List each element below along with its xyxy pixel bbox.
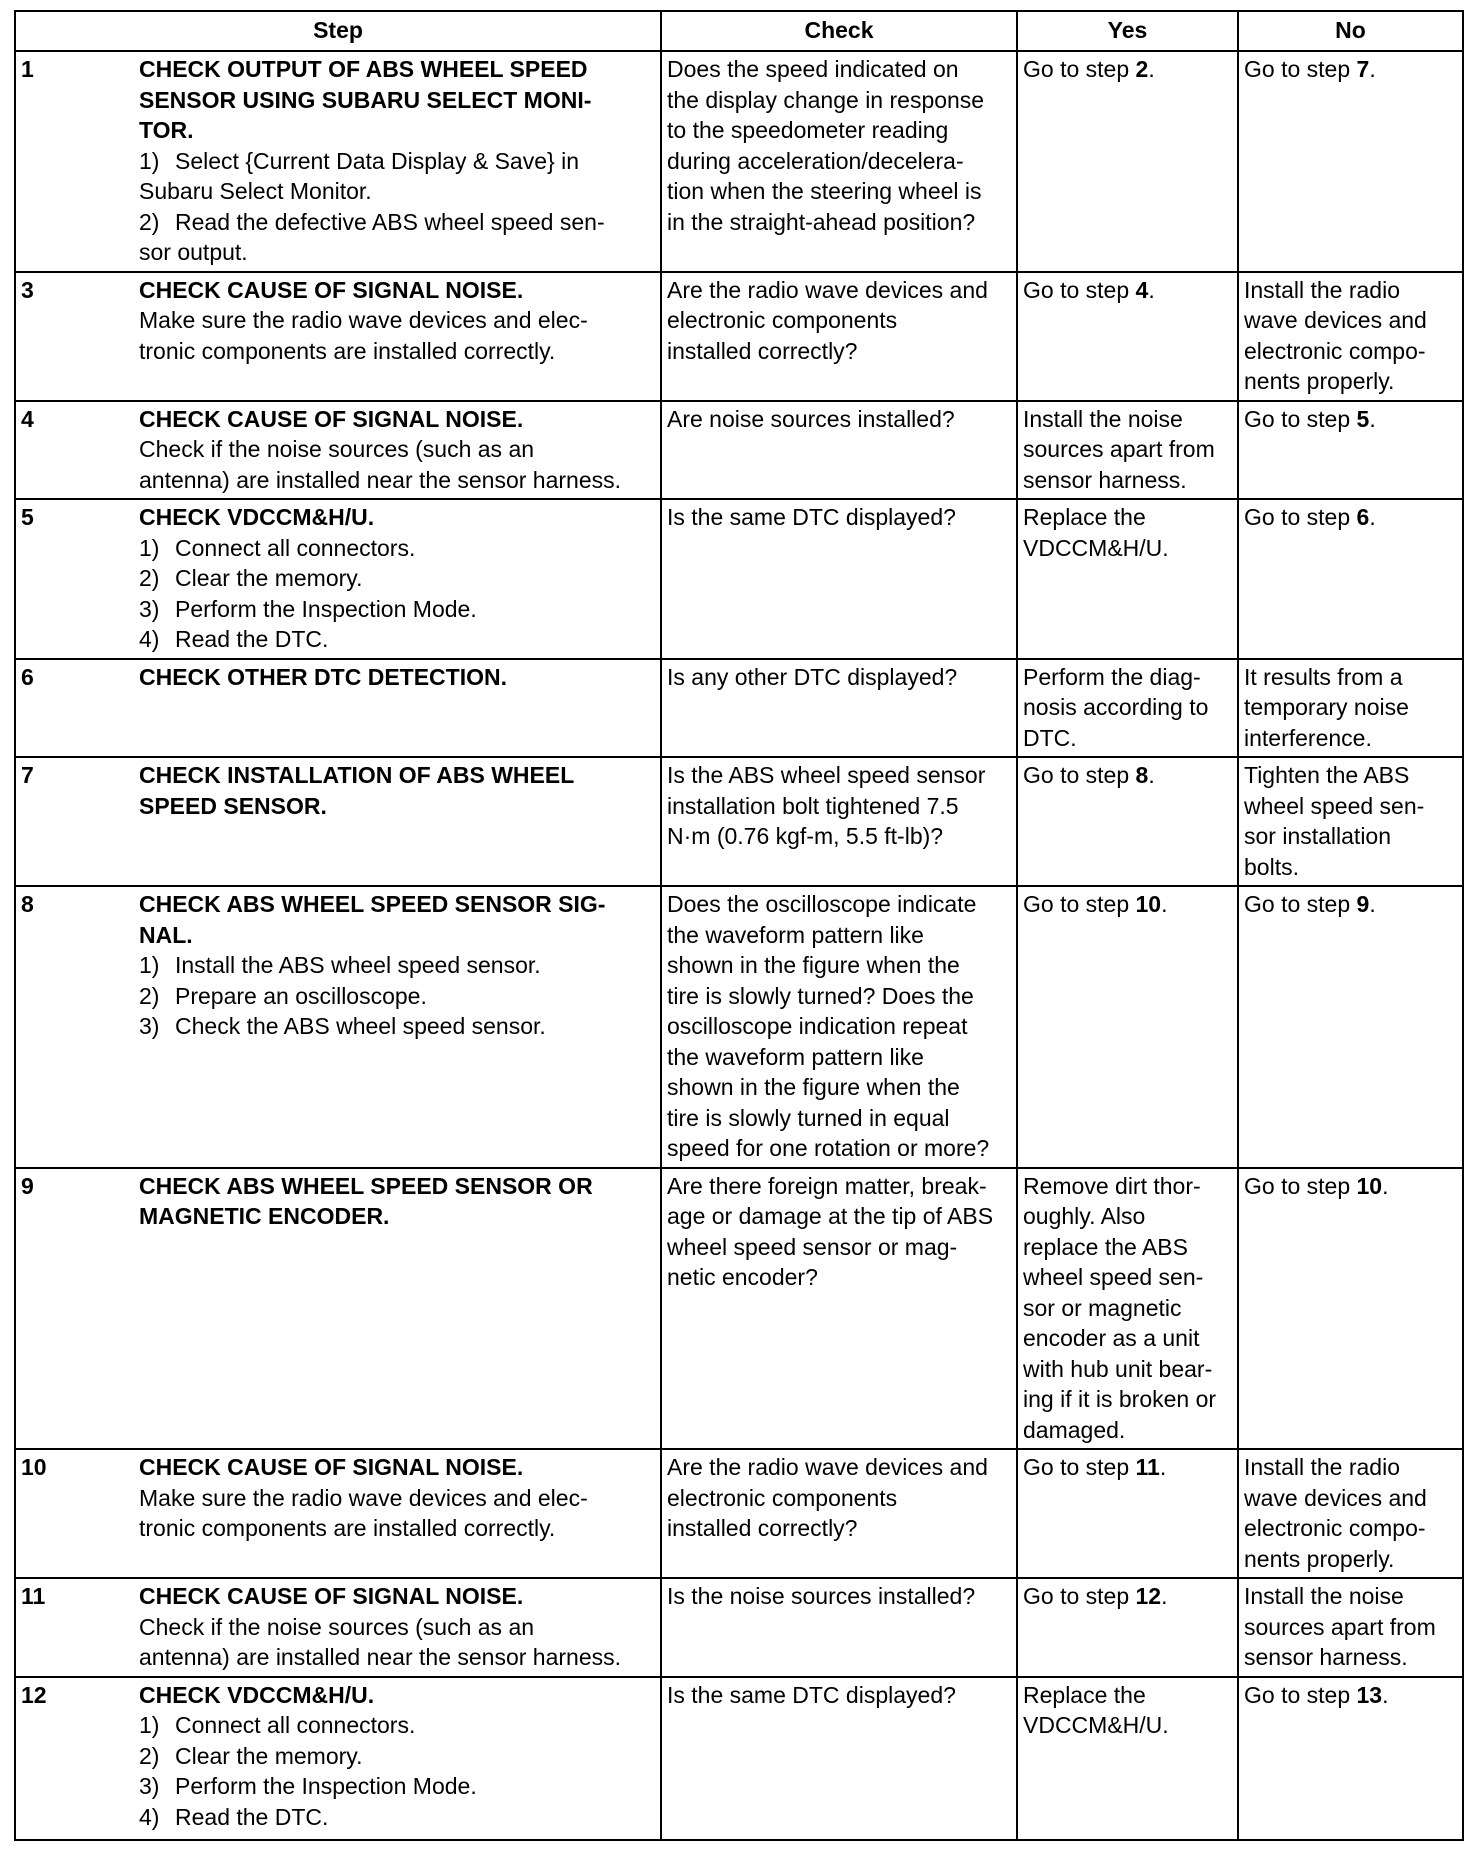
substep-line — [139, 146, 659, 177]
no-text-line: nents properly. — [1244, 368, 1395, 394]
yes-text-line: ing if it is broken or — [1023, 1386, 1217, 1412]
step-description-line: Make sure the radio wave devices and elec- — [139, 307, 588, 333]
step-substep — [139, 950, 659, 981]
no-cell — [1238, 1578, 1463, 1677]
check-text-line: tire is slowly turned? Does the — [667, 982, 974, 1009]
go-to-step-prefix: Go to step — [1244, 405, 1357, 432]
step-title-line: CHECK ABS WHEEL SPEED SENSOR OR — [139, 1172, 593, 1199]
no-text-line: sensor harness. — [1244, 1644, 1408, 1670]
step-reference: 7 — [1356, 56, 1370, 82]
step-cell — [15, 51, 661, 272]
step-cell — [15, 757, 661, 886]
substep-text: Perform the Inspection Mode. — [175, 595, 477, 622]
step-title — [139, 1680, 659, 1711]
step-cell — [15, 1677, 661, 1840]
go-to-step-suffix: . — [1369, 56, 1376, 82]
check-text-line: Are noise sources installed? — [667, 405, 955, 432]
step-title — [139, 404, 659, 435]
go-to-step-text — [1244, 404, 1457, 435]
yes-text-line: sor or magnetic — [1023, 1294, 1182, 1321]
check-text-line: Is the noise sources installed? — [667, 1583, 976, 1609]
step-body — [139, 54, 659, 268]
go-to-step-suffix: . — [1148, 56, 1155, 82]
check-text-line: to the speedometer reading — [667, 117, 949, 143]
step-description-line: antenna) are installed near the sensor harness. — [139, 1644, 622, 1670]
substep-index: 4) — [139, 626, 160, 652]
substep-line — [139, 1741, 659, 1772]
step-body — [139, 1452, 659, 1544]
step-description-line: antenna) are installed near the sensor harness. — [139, 466, 622, 493]
go-to-step-prefix: Go to step — [1023, 762, 1136, 788]
step-number: 8 — [21, 891, 34, 917]
step-title-line: CHECK CAUSE OF SIGNAL NOISE. — [139, 405, 524, 432]
step-substep — [139, 207, 659, 268]
go-to-step-prefix: Go to step — [1023, 1583, 1136, 1609]
yes-text-line: nosis according to — [1023, 694, 1209, 720]
substep-text: Subaru Select Monitor. — [139, 178, 372, 204]
step-body — [139, 889, 659, 1042]
check-text-line: the display change in response — [667, 86, 985, 113]
substep-line — [139, 624, 659, 655]
step-reference: 6 — [1356, 504, 1370, 530]
check-cell — [661, 1578, 1017, 1677]
check-cell — [661, 1677, 1017, 1840]
substep-index: 2) — [139, 565, 160, 591]
no-cell — [1238, 401, 1463, 500]
substep-text: Check the ABS wheel speed sensor. — [175, 1013, 546, 1039]
check-cell — [661, 757, 1017, 886]
no-cell — [1238, 659, 1463, 758]
yes-cell — [1017, 401, 1238, 500]
substep-text: Clear the memory. — [175, 1742, 363, 1769]
go-to-step-suffix: . — [1369, 405, 1376, 432]
go-to-step-text — [1244, 1171, 1457, 1202]
step-substep — [139, 1771, 659, 1802]
step-description-line: Check if the noise sources (such as an — [139, 436, 535, 462]
yes-cell — [1017, 1168, 1238, 1450]
check-text-line: Are there foreign matter, break- — [667, 1172, 987, 1199]
substep-index: 1) — [139, 1712, 160, 1738]
substep-text: Connect all connectors. — [175, 534, 416, 561]
step-title — [139, 662, 659, 693]
no-cell — [1238, 886, 1463, 1168]
step-description-line: Make sure the radio wave devices and elec- — [139, 1484, 588, 1511]
step-reference: 2 — [1135, 56, 1149, 82]
diagnostic-table — [14, 10, 1464, 1841]
table-row — [15, 659, 1463, 758]
step-title-line: SPEED SENSOR. — [139, 792, 327, 819]
step-number: 3 — [21, 276, 34, 303]
no-text-line: interference. — [1244, 724, 1372, 751]
substep-text: Read the DTC. — [175, 1803, 329, 1830]
header-yes: Yes — [1017, 11, 1238, 51]
step-body — [139, 275, 659, 367]
substep-line — [139, 594, 659, 625]
no-text-line: wave devices and — [1244, 307, 1427, 333]
go-to-step-prefix: Go to step — [1244, 56, 1357, 82]
substep-index: 4) — [139, 1803, 160, 1830]
table-row — [15, 1449, 1463, 1578]
yes-text-line: Perform the diag- — [1023, 663, 1201, 690]
check-cell — [661, 659, 1017, 758]
check-text-line: installation bolt tightened 7.5 — [667, 792, 959, 819]
substep-index: 2) — [139, 982, 160, 1009]
step-title — [139, 502, 659, 533]
step-title-line: CHECK OTHER DTC DETECTION. — [139, 663, 507, 690]
no-cell — [1238, 1168, 1463, 1450]
header-no: No — [1238, 11, 1463, 51]
go-to-step-text — [1023, 275, 1232, 306]
step-number: 4 — [21, 405, 34, 432]
step-title-line: NAL. — [139, 921, 193, 948]
yes-cell — [1017, 51, 1238, 272]
step-substep — [139, 594, 659, 625]
substep-text: Install the ABS wheel speed sensor. — [175, 952, 541, 978]
go-to-step-suffix: . — [1369, 891, 1376, 917]
no-text-line: temporary noise — [1244, 694, 1409, 720]
go-to-step-suffix: . — [1159, 1454, 1167, 1480]
check-text-line: speed for one rotation or more? — [667, 1135, 990, 1161]
step-body — [139, 1680, 659, 1833]
step-title — [139, 1171, 659, 1232]
step-reference: 8 — [1135, 762, 1149, 788]
step-number: 11 — [21, 1583, 46, 1609]
substep-text: Clear the memory. — [175, 565, 363, 591]
go-to-step-prefix: Go to step — [1023, 276, 1136, 303]
yes-cell — [1017, 499, 1238, 659]
no-text-line: sor installation — [1244, 823, 1392, 849]
step-number: 10 — [21, 1454, 47, 1480]
yes-text-line: encoder as a unit — [1023, 1325, 1200, 1351]
check-text-line: netic encoder? — [667, 1264, 818, 1290]
go-to-step-suffix: . — [1148, 762, 1155, 788]
yes-text-line: sensor harness. — [1023, 466, 1187, 493]
no-cell — [1238, 1449, 1463, 1578]
yes-text-line: with hub unit bear- — [1023, 1355, 1213, 1382]
yes-text-line: VDCCM&H/U. — [1023, 1712, 1169, 1738]
yes-text-line: Remove dirt thor- — [1023, 1172, 1201, 1199]
step-cell — [15, 659, 661, 758]
table-row — [15, 272, 1463, 401]
check-text-line: N·m (0.76 kgf-m, 5.5 ft-lb)? — [667, 823, 944, 849]
step-substep — [139, 624, 659, 655]
substep-line — [139, 1710, 659, 1741]
substep-text: Select {Current Data Display & Save} in — [175, 147, 579, 174]
go-to-step-suffix: . — [1161, 1583, 1168, 1609]
check-text-line: Are the radio wave devices and — [667, 1454, 988, 1480]
step-body — [139, 404, 659, 496]
step-number: 6 — [21, 663, 34, 690]
check-text-line: shown in the figure when the — [667, 952, 960, 978]
step-title-line: CHECK VDCCM&H/U. — [139, 504, 375, 530]
step-reference: 10 — [1135, 891, 1162, 917]
check-cell — [661, 401, 1017, 500]
no-text-line: bolts. — [1244, 853, 1299, 880]
check-text-line: tion when the steering wheel is — [667, 178, 982, 204]
substep-text: Read the defective ABS wheel speed sen- — [175, 208, 605, 235]
go-to-step-text — [1023, 760, 1232, 791]
substep-line — [139, 1011, 659, 1042]
yes-cell — [1017, 886, 1238, 1168]
check-text-line: the waveform pattern like — [667, 921, 924, 948]
check-text-line: age or damage at the tip of ABS — [667, 1203, 994, 1229]
substep-text: Connect all connectors. — [175, 1712, 416, 1738]
go-to-step-text — [1023, 54, 1232, 85]
step-number: 5 — [21, 504, 34, 530]
step-substep — [139, 1011, 659, 1042]
table-body — [15, 51, 1463, 1840]
step-title-line: MAGNETIC ENCODER. — [139, 1203, 390, 1229]
step-reference: 5 — [1356, 405, 1370, 432]
check-text-line: oscilloscope indication repeat — [667, 1013, 968, 1039]
check-text-line: Are the radio wave devices and — [667, 276, 988, 303]
yes-cell — [1017, 757, 1238, 886]
yes-text-line: replace the ABS — [1023, 1233, 1188, 1260]
step-title — [139, 1581, 659, 1612]
check-text-line: wheel speed sensor or mag- — [667, 1233, 958, 1260]
go-to-step-prefix: Go to step — [1244, 1172, 1357, 1199]
substep-line — [139, 563, 659, 594]
substep-line — [139, 981, 659, 1012]
go-to-step-text — [1244, 889, 1457, 920]
go-to-step-text — [1244, 502, 1457, 533]
step-number: 12 — [21, 1681, 47, 1708]
step-body — [139, 662, 659, 693]
substep-index: 3) — [139, 1773, 160, 1799]
no-cell — [1238, 51, 1463, 272]
yes-text-line: sources apart from — [1023, 436, 1215, 462]
step-substep — [139, 1802, 659, 1833]
no-cell — [1238, 272, 1463, 401]
yes-text-line: wheel speed sen- — [1023, 1264, 1204, 1290]
go-to-step-prefix: Go to step — [1023, 1454, 1136, 1480]
table-row — [15, 401, 1463, 500]
step-title-line: CHECK ABS WHEEL SPEED SENSOR SIG- — [139, 891, 606, 917]
go-to-step-suffix: . — [1382, 1172, 1389, 1199]
substep-line — [139, 950, 659, 981]
yes-text-line: DTC. — [1023, 724, 1077, 751]
step-cell — [15, 401, 661, 500]
step-title-line: TOR. — [139, 117, 194, 143]
check-cell — [661, 51, 1017, 272]
step-cell — [15, 1168, 661, 1450]
yes-text-line: Replace the — [1023, 504, 1146, 530]
step-reference: 11 — [1135, 1454, 1160, 1480]
substep-text: Prepare an oscilloscope. — [175, 982, 427, 1009]
step-substep — [139, 1710, 659, 1741]
check-text-line: the waveform pattern like — [667, 1043, 924, 1070]
check-cell — [661, 1449, 1017, 1578]
check-text-line: Does the oscilloscope indicate — [667, 891, 977, 917]
step-title-line: CHECK CAUSE OF SIGNAL NOISE. — [139, 276, 524, 303]
check-text-line: during acceleration/decelera- — [667, 147, 964, 174]
go-to-step-prefix: Go to step — [1244, 1681, 1357, 1708]
yes-text-line: Replace the — [1023, 1681, 1146, 1708]
no-text-line: It results from a — [1244, 663, 1403, 690]
step-title-line: CHECK VDCCM&H/U. — [139, 1681, 375, 1708]
check-text-line: tire is slowly turned in equal — [667, 1104, 950, 1131]
step-title — [139, 889, 659, 950]
step-title — [139, 760, 659, 821]
check-cell — [661, 499, 1017, 659]
step-body — [139, 1581, 659, 1673]
header-step: Step — [15, 11, 661, 51]
step-cell — [15, 1449, 661, 1578]
step-reference: 4 — [1135, 276, 1149, 303]
no-text-line: wave devices and — [1244, 1484, 1427, 1511]
yes-cell — [1017, 659, 1238, 758]
check-text-line: Is the same DTC displayed? — [667, 504, 956, 530]
substep-text: Read the DTC. — [175, 626, 329, 652]
table-row — [15, 1578, 1463, 1677]
check-text-line: Is the same DTC displayed? — [667, 1681, 956, 1708]
yes-cell — [1017, 1677, 1238, 1840]
no-text-line: sources apart from — [1244, 1613, 1436, 1640]
yes-text-line: oughly. Also — [1023, 1203, 1146, 1229]
step-body — [139, 502, 659, 655]
check-text-line: Is any other DTC displayed? — [667, 663, 958, 690]
go-to-step-suffix: . — [1161, 891, 1168, 917]
step-title — [139, 54, 659, 146]
table-row — [15, 51, 1463, 272]
table-row — [15, 1677, 1463, 1840]
go-to-step-prefix: Go to step — [1244, 891, 1357, 917]
step-body — [139, 1171, 659, 1232]
step-cell — [15, 886, 661, 1168]
no-text-line: Install the noise — [1244, 1583, 1404, 1609]
substep-index: 3) — [139, 595, 160, 622]
yes-text-line: damaged. — [1023, 1416, 1126, 1443]
yes-cell — [1017, 1578, 1238, 1677]
no-text-line: nents properly. — [1244, 1545, 1395, 1572]
step-title-line: CHECK INSTALLATION OF ABS WHEEL — [139, 762, 575, 788]
yes-text-line: VDCCM&H/U. — [1023, 534, 1169, 561]
no-text-line: wheel speed sen- — [1244, 792, 1425, 819]
substep-line — [139, 207, 659, 238]
step-substep — [139, 146, 659, 207]
go-to-step-text — [1023, 889, 1232, 920]
step-cell — [15, 499, 661, 659]
no-cell — [1238, 1677, 1463, 1840]
check-text-line: electronic components — [667, 307, 898, 333]
step-substep — [139, 1741, 659, 1772]
step-number: 9 — [21, 1172, 34, 1199]
diagnostic-procedure-page — [14, 10, 1462, 1841]
substep-line — [139, 533, 659, 564]
header-check: Check — [661, 11, 1017, 51]
substep-index: 2) — [139, 1742, 160, 1769]
substep-index: 1) — [139, 147, 160, 174]
yes-text-line: Install the noise — [1023, 405, 1183, 432]
step-reference: 9 — [1356, 891, 1370, 917]
check-cell — [661, 886, 1017, 1168]
table-row — [15, 1168, 1463, 1450]
no-cell — [1238, 757, 1463, 886]
step-title-line: CHECK CAUSE OF SIGNAL NOISE. — [139, 1583, 524, 1609]
yes-cell — [1017, 1449, 1238, 1578]
go-to-step-text — [1244, 1680, 1457, 1711]
check-cell — [661, 1168, 1017, 1450]
go-to-step-suffix: . — [1148, 276, 1155, 303]
table-header-row — [15, 11, 1463, 51]
substep-index: 1) — [139, 534, 160, 561]
step-substep — [139, 981, 659, 1012]
step-description-line: Check if the noise sources (such as an — [139, 1613, 535, 1640]
check-text-line: Does the speed indicated on — [667, 56, 959, 82]
substep-line — [139, 1771, 659, 1802]
table-row — [15, 886, 1463, 1168]
go-to-step-text — [1023, 1581, 1232, 1612]
go-to-step-prefix: Go to step — [1023, 891, 1136, 917]
step-description-line: tronic components are installed correctly. — [139, 1515, 556, 1541]
check-text-line: shown in the figure when the — [667, 1074, 960, 1100]
substep-text: sor output. — [139, 239, 248, 265]
check-text-line: in the straight-ahead position? — [667, 208, 976, 235]
check-text-line: installed correctly? — [667, 337, 858, 364]
step-substep — [139, 563, 659, 594]
check-text-line: electronic components — [667, 1484, 898, 1511]
yes-cell — [1017, 272, 1238, 401]
check-text-line: installed correctly? — [667, 1515, 858, 1541]
check-cell — [661, 272, 1017, 401]
no-text-line: electronic compo- — [1244, 1515, 1426, 1541]
step-body — [139, 760, 659, 821]
step-cell — [15, 1578, 661, 1677]
step-number: 7 — [21, 762, 34, 788]
step-title-line: CHECK OUTPUT OF ABS WHEEL SPEED — [139, 56, 588, 82]
no-cell — [1238, 499, 1463, 659]
go-to-step-text — [1023, 1452, 1232, 1483]
no-text-line: Install the radio — [1244, 1454, 1400, 1480]
substep-index: 1) — [139, 952, 160, 978]
step-title-line: CHECK CAUSE OF SIGNAL NOISE. — [139, 1454, 524, 1480]
step-reference: 13 — [1356, 1681, 1383, 1708]
step-reference: 12 — [1135, 1583, 1162, 1609]
step-reference: 10 — [1356, 1172, 1383, 1199]
step-title — [139, 275, 659, 306]
go-to-step-prefix: Go to step — [1244, 504, 1357, 530]
go-to-step-suffix: . — [1382, 1681, 1389, 1708]
table-row — [15, 499, 1463, 659]
go-to-step-suffix: . — [1369, 504, 1376, 530]
table-row — [15, 757, 1463, 886]
substep-text: Perform the Inspection Mode. — [175, 1773, 477, 1799]
check-text-line: Is the ABS wheel speed sensor — [667, 762, 986, 788]
step-number: 1 — [21, 56, 34, 82]
go-to-step-prefix: Go to step — [1023, 56, 1136, 82]
step-title — [139, 1452, 659, 1483]
substep-line — [139, 1802, 659, 1833]
step-description-line: tronic components are installed correctly. — [139, 337, 556, 364]
step-cell — [15, 272, 661, 401]
step-substep — [139, 533, 659, 564]
no-text-line: Install the radio — [1244, 276, 1400, 303]
step-title-line: SENSOR USING SUBARU SELECT MONI- — [139, 86, 592, 113]
substep-index: 3) — [139, 1013, 160, 1039]
substep-index: 2) — [139, 208, 160, 235]
go-to-step-text — [1244, 54, 1457, 85]
no-text-line: Tighten the ABS — [1244, 762, 1410, 788]
no-text-line: electronic compo- — [1244, 337, 1426, 364]
